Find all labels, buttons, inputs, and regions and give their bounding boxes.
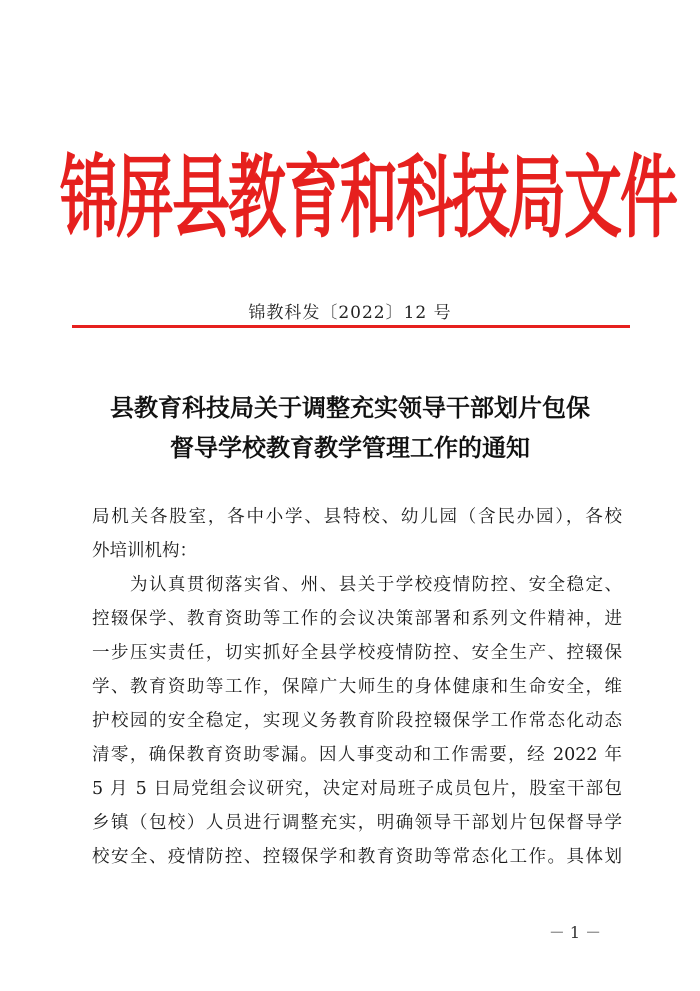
body-line: 控辍保学、教育资助等工作的会议决策部署和系列文件精神，进 — [92, 609, 622, 629]
body-line: 一步压实责任，切实抓好全县学校疫情防控、安全生产、控辍保 — [92, 643, 622, 663]
body-line: 学、教育资助等工作，保障广大师生的身体健康和生命安全，维 — [92, 677, 622, 697]
page-number: － 1 － — [548, 923, 602, 942]
body-line: 清零，确保教育资助零漏。因人事变动和工作需要，经 2022 年 — [92, 745, 622, 765]
body-line: 乡镇（包校）人员进行调整充实，明确领导干部划片包保督导学 — [92, 813, 622, 833]
addressee-line: 外培训机构： — [92, 541, 197, 561]
body-line: 为认真贯彻落实省、州、县关于学校疫情防控、安全稳定、 — [92, 575, 622, 595]
addressee-line: 局机关各股室，各中小学、县特校、幼儿园（含民办园），各校 — [92, 507, 622, 527]
body-line: 护校园的安全稳定，实现义务教育阶段控辍保学工作常态化动态 — [92, 711, 622, 731]
body-line: 5 月 5 日局党组会议研究，决定对局班子成员包片，股室干部包 — [92, 779, 622, 799]
notice-title-line: 县教育科技局关于调整充实领导干部划片包保 — [110, 394, 590, 422]
body-line: 校安全、疫情防控、控辍保学和教育资助等常态化工作。具体划 — [92, 847, 622, 867]
document-number: 锦教科发〔2022〕12 号 — [248, 303, 452, 323]
red-divider-line — [72, 325, 630, 328]
notice-title — [60, 388, 640, 468]
issuer-title: 锦屏县教育和科技局文件 — [60, 144, 677, 251]
notice-title-line: 督导学校教育教学管理工作的通知 — [170, 434, 530, 462]
notice-body — [92, 500, 622, 874]
